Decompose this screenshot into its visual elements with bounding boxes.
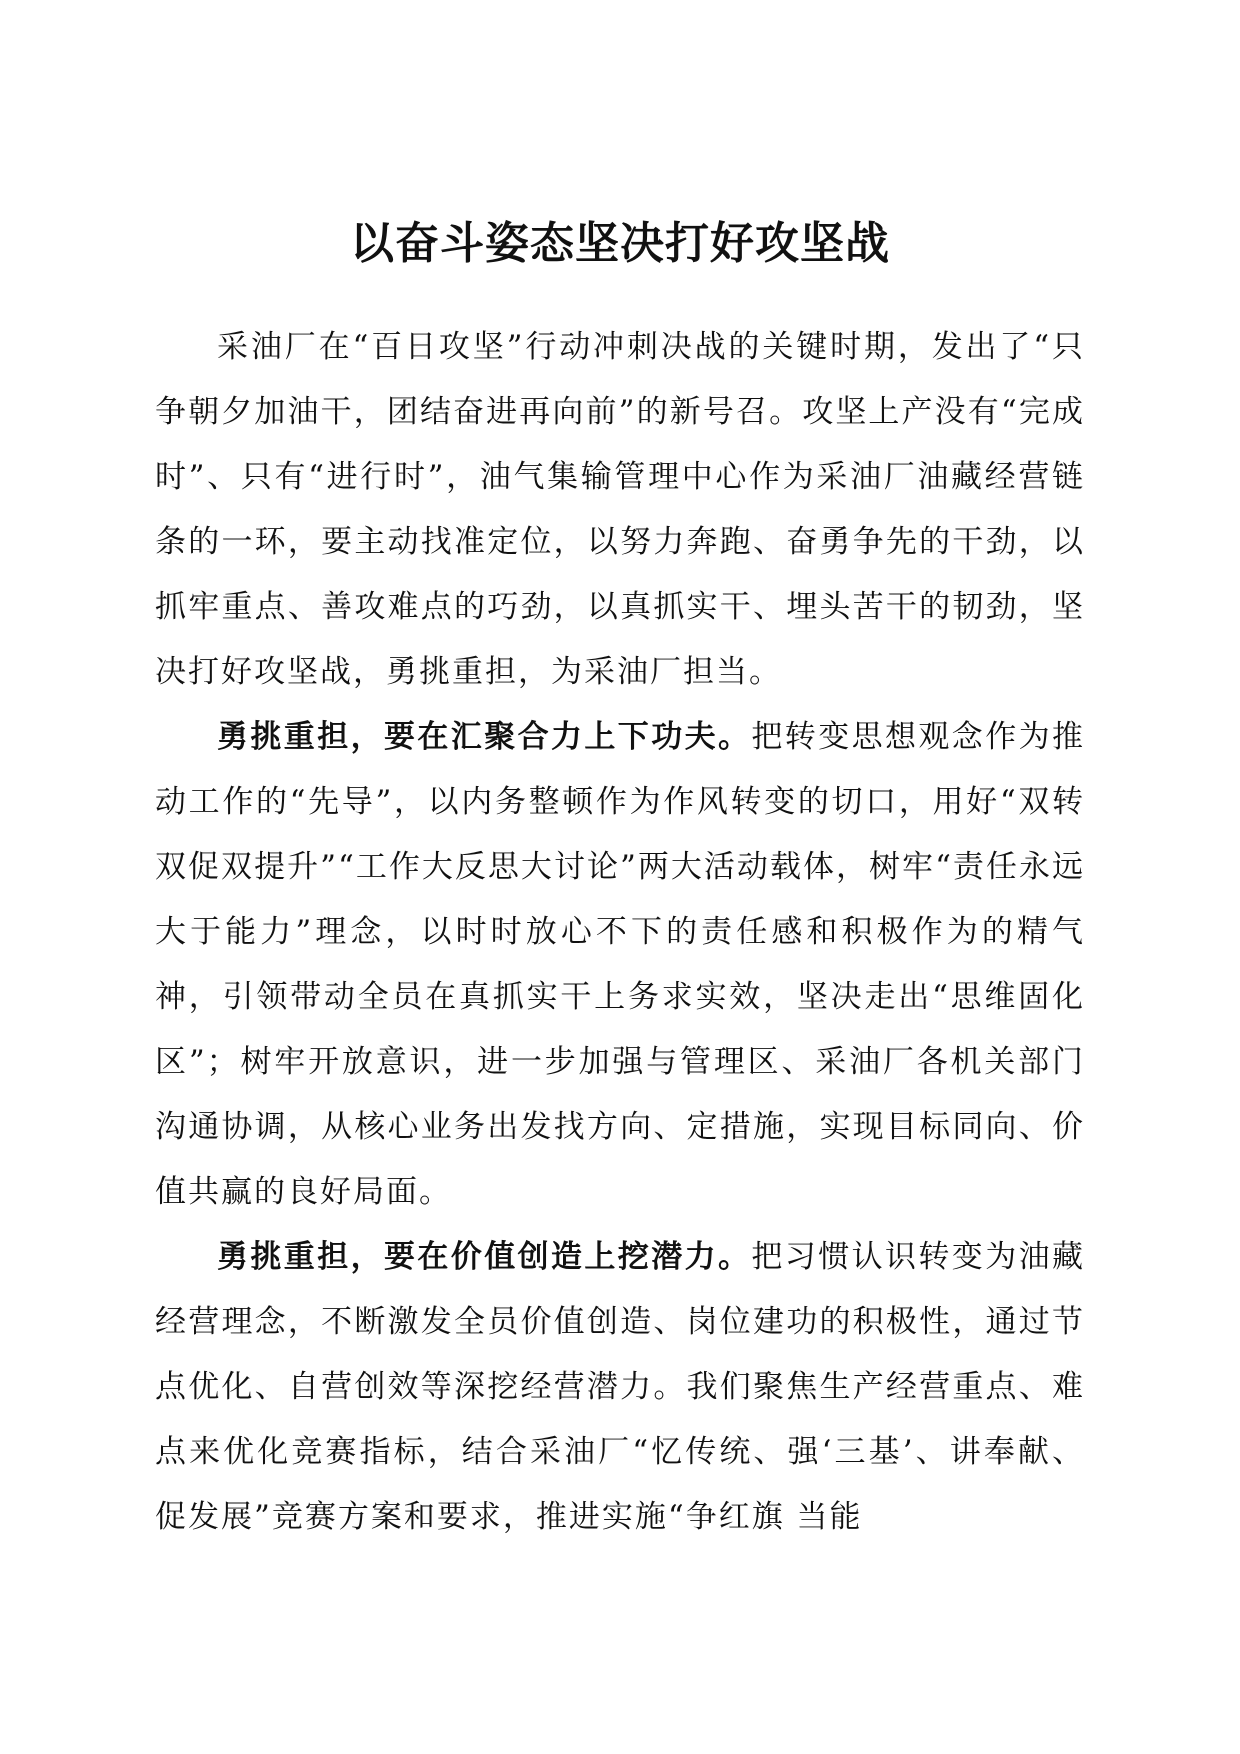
section-heading: 勇挑重担，要在汇聚合力上下功夫。	[217, 719, 752, 755]
paragraph-text: 采油厂在“百日攻坚”行动冲刺决战的关键时期，发出了“只争朝夕加油干，团结奋进再向前”的新号召。攻坚上产没有“完成时”、只有“进行时”，油气集输管理中心作为采油厂油藏经营链条的一环，要主动找准定位，以努力奔跑、奋勇争先的干劲，以抓牢重点、善攻难点的巧劲，以真抓实干、埋头苦干的韧劲，坚决打好攻坚战，勇挑重担，为采油厂担当。	[155, 329, 1085, 690]
document-body	[155, 315, 1085, 1550]
document-title: 以奋斗姿态坚决打好攻坚战	[350, 218, 890, 269]
paragraph-section-1	[155, 705, 1085, 1225]
paragraph-text: 把习惯认识转变为油藏经营理念，不断激发全员价值创造、岗位建功的积极性，通过节点优化、自营创效等深挖经营潜力。我们聚焦生产经营重点、难点来优化竞赛指标，结合采油厂“忆传统、强‘三基’、讲奉献、促发展”竞赛方案和要求，推进实施“争红旗 当能	[155, 1239, 1086, 1535]
paragraph-intro	[155, 315, 1085, 705]
paragraph-section-2	[155, 1225, 1085, 1550]
paragraph-text: 把转变思想观念作为推动工作的“先导”，以内务整顿作为作风转变的切口，用好“双转双促双提升”“工作大反思大讨论”两大活动载体，树牢“责任永远大于能力”理念，以时时放心不下的责任感和积极作为的精气神，引领带动全员在真抓实干上务求实效，坚决走出“思维固化区”；树牢开放意识，进一步加强与管理区、采油厂各机关部门沟通协调，从核心业务出发找方向、定措施，实现目标同向、价值共赢的良好局面。	[155, 719, 1086, 1210]
section-heading: 勇挑重担，要在价值创造上挖潜力。	[217, 1239, 752, 1275]
